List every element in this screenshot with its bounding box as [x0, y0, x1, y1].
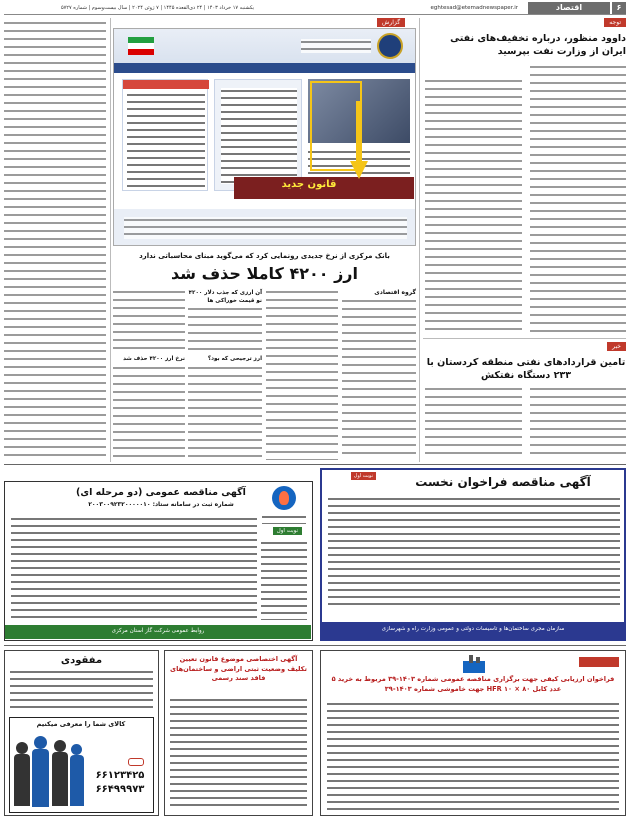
- issue-line: یکشنبه ۱۷ خرداد ۱۴۰۳ | ۲۴ ذی‌القعده ۱۴۴۵ | ۷ ژوئن ۲۰۲۴ | سال بیست‌وسوم | شماره ۵۷۲۷: [60, 5, 254, 11]
- ad2-footer: سازمان مجری ساختمان‌ها و تاسیسات دولتی و عمومی وزارت راه و شهرسازی: [381, 626, 565, 632]
- masthead: [4, 2, 626, 15]
- ad-quality-assessment: [320, 650, 626, 816]
- ad-lost-documents: [4, 650, 159, 816]
- ad5-body: [327, 701, 619, 811]
- ad4-body: [170, 697, 307, 809]
- article-body-col2: [425, 78, 522, 334]
- ad3-phone1: ۶۶۱۲۳۴۲۵: [95, 770, 145, 781]
- masthead-rule: [4, 14, 626, 15]
- tag-news: خبر: [607, 342, 626, 351]
- headline-kurdistan: تامین قراردادهای نفتی منطقه کردستان با ۲۳۳ دستگاه نفتکش: [426, 357, 626, 381]
- inset-banner: قانون جدید: [281, 179, 337, 190]
- ad1-subtitle: شماره ثبت در سامانه ستاد: ۲۰۰۳۰۰۹۲۳۲۰۰۰۰۰۱۰: [88, 501, 234, 508]
- site-header: [114, 29, 416, 63]
- ad2-title: آگهی مناقصه فراخوان نخست: [415, 475, 591, 489]
- site-footer-icons: [114, 209, 416, 246]
- report-subhead: بانک مرکزی از نرخ جدیدی رونمایی کرد که می‌گوید مبنای محاسباتی ندارد: [139, 252, 390, 260]
- crosshead-dollar: آن ارزی که جذب دلار ۴۲۰۰ نو قیمت خوراکی ها: [188, 290, 262, 304]
- highlight-box: [310, 81, 362, 171]
- ad1-title: آگهی مناقصه عمومی (دو مرحله ای): [76, 487, 246, 498]
- ad3-label: کالای شما را معرفی میکنیم: [36, 720, 126, 728]
- report-body-col4: [188, 365, 262, 460]
- ad3-title: مفقودی: [60, 655, 103, 666]
- news-list-box: [122, 79, 208, 191]
- ad3-body: [10, 669, 153, 713]
- iran-flag-icon: [128, 37, 154, 55]
- people-silhouettes-icon: [14, 732, 84, 810]
- page-number: ۶: [612, 2, 626, 14]
- crosshead-preferential: ارز ترجیحی که بود؟: [207, 356, 262, 362]
- article-body-col1: [530, 64, 626, 334]
- tag-report: گزارش: [377, 18, 405, 27]
- left-column-body: [4, 20, 106, 460]
- phone-icon: [128, 758, 144, 766]
- ad-land-registration: [164, 650, 313, 816]
- crosshead-removed: نرخ ارز ۴۲۰۰ حذف شد: [123, 356, 185, 362]
- report-body-col1: [342, 298, 416, 460]
- bank-emblem-icon: [377, 33, 403, 59]
- ad5-badge: [579, 657, 619, 667]
- ad1-footer: روابط عمومی شرکت گاز استان مرکزی: [111, 628, 205, 634]
- right-column: [423, 18, 626, 460]
- site-nav: [114, 63, 416, 73]
- ad3-phone2: ۶۶۴۹۹۹۷۳: [95, 784, 145, 795]
- article-body-col4: [425, 386, 522, 460]
- report-body-col6: [113, 365, 185, 460]
- rates-box: [214, 79, 302, 191]
- ad-tender-first-call: [320, 468, 626, 641]
- refinery-logo-icon: [461, 655, 487, 673]
- report-body-col5: [113, 289, 185, 354]
- tag-notice: توجه: [604, 18, 626, 27]
- gas-company-logo-icon: [262, 486, 306, 524]
- section-title: اقتصاد: [528, 2, 610, 14]
- website: eghtesad@etemadnewspaper.ir: [430, 5, 518, 11]
- ad1-body: [11, 516, 257, 620]
- report-headline: ارز ۴۲۰۰ کاملا حذف شد: [171, 264, 358, 283]
- crosshead-group: گروه اقتصادی: [374, 289, 416, 296]
- article-body-col3: [530, 386, 626, 460]
- ad2-badge: نوبت اول: [351, 472, 376, 480]
- ad1-badge: نوبت اول: [273, 527, 302, 535]
- bank-website-screenshot: [113, 28, 416, 246]
- ad4-title: آگهی اختصاصی موضوع قانون تعیین تکلیف وضعیت ثبتی اراضی و ساختمان‌های فاقد سند رسمی: [170, 655, 307, 682]
- ad5-title: فراخوان ارزیابی کیفی جهت برگزاری مناقصه عمومی شماره ۱۴۰۳-۳۹ مربوط به خرید ۵ عدد کابل ۸۰ × ۱۰ HFR جهت خاموشی شماره ۱۴۰۳-۳۹: [331, 675, 615, 693]
- ad-tender-two-stage: [4, 481, 313, 641]
- report-body-col3: [188, 306, 262, 354]
- report-body-col2: [266, 289, 338, 460]
- headline-manzour: داوود منظور، درباره تخفیف‌های نفتی ایران از وزارت نفت بپرسید: [450, 33, 626, 57]
- ad2-body: [328, 496, 620, 610]
- promo-box: [9, 717, 154, 813]
